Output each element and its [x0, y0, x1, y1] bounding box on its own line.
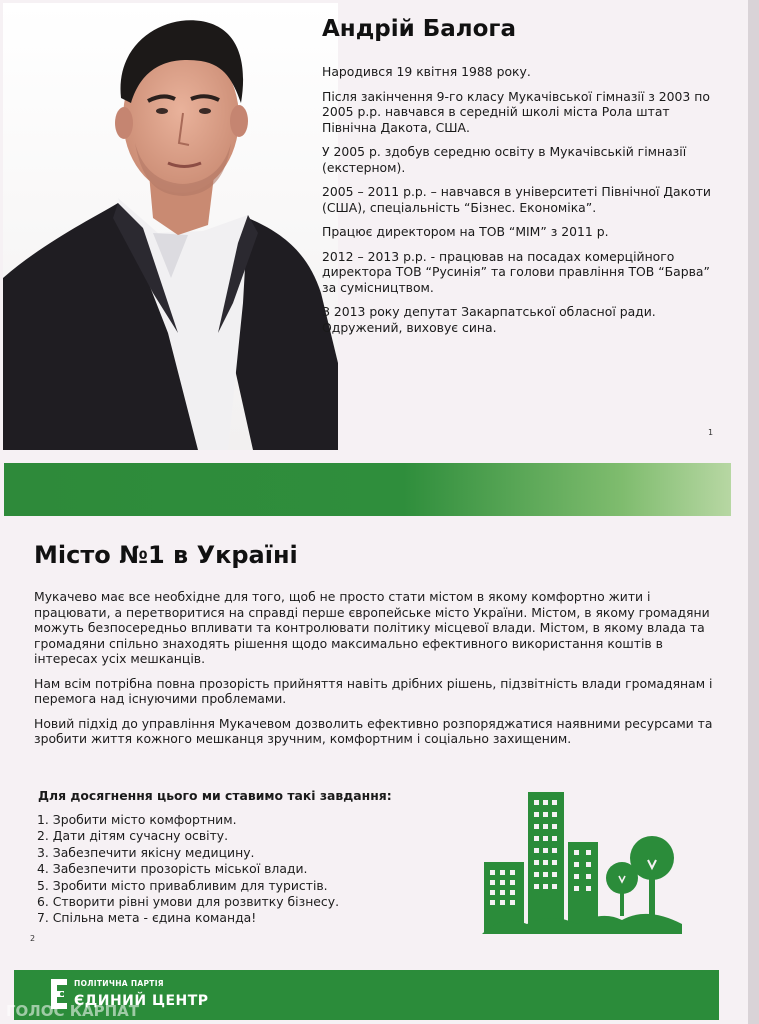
bio-paragraph: Народився 19 квітня 1988 року. [322, 64, 531, 79]
body-paragraph: Нам всім потрібна повна прозорість прийняття навіть дрібних рішень, підзвітність влади громадянам і перемога над існуючими проблемами. [34, 675, 713, 706]
list-item: 3. Забезпечити якісну медицину. [37, 844, 255, 860]
body-paragraph: Мукачево має все необхідне для того, щоб не просто стати містом в якому комфортно жити і працювати, а перетворитися на справді перше європейське місто України. Містом, в якому громадяни можуть безпосередньо впливати та контролювати політику місцевої влади. Містом, в якому влада та громадяни спільно знаходять рішення щодо максимально ефективного використання коштів в інтересах усіх мешканців. [34, 589, 710, 666]
portrait-illustration [3, 3, 338, 450]
bio-paragraph: 2012 – 2013 р.р. - працював на посадах комерційного директора ТОВ “Русинія” та голови правління ТОВ “Барва” за сумісництвом. [322, 248, 710, 295]
page-number: 1 [708, 428, 714, 437]
list-item: 1. Зробити місто комфортним. [37, 812, 237, 827]
list-item: 7. Спільна мета - єдина команда! [37, 910, 257, 926]
list-item: 2. Дати дітям сучасну освіту. [37, 828, 229, 844]
bio-paragraph: У 2005 р. здобув середню освіту в Мукачівській гімназії (екстерном). [322, 144, 687, 175]
party-label: ПОЛІТИЧНА ПАРТІЯ [74, 979, 164, 988]
city-buildings-icon [482, 786, 682, 934]
portrait-photo [3, 3, 338, 450]
body-paragraph: Новий підхід до управління Мукачевом дозволить ефективно розпоряджатися наявними ресурсами та зробити життя кожного мешканця зручним, комфортним і соціально захищеним. [34, 715, 713, 746]
section-title: Місто №1 в Україні [34, 541, 298, 569]
watermark: ГОЛОС КАРПАТ [6, 1002, 140, 1020]
person-name: Андрій Балога [322, 16, 516, 42]
biography [322, 16, 722, 344]
list-item: 6. Створити рівні умови для розвитку бізнесу. [37, 894, 340, 910]
bio-paragraph: Після закінчення 9-го класу Мукачівської гімназії з 2003 по 2005 р.р. навчався в середній школі міста Рола штат Північна Дакота, США. [322, 88, 710, 135]
page-number: 2 [30, 934, 36, 943]
list-item: 5. Зробити місто привабливим для туристів. [37, 877, 328, 893]
page-edge [748, 0, 759, 1024]
tasks-list [37, 812, 339, 927]
list-item: 4. Забезпечити прозорість міської влади. [37, 861, 308, 877]
green-divider-band [4, 463, 731, 516]
section-body [34, 589, 719, 756]
bio-paragraph: 2005 – 2011 р.р. – навчався в університеті Північної Дакоти (США), спеціальність “Бізнес. Економіка”. [322, 184, 711, 215]
party-name: ЄДИНИЙ ЦЕНТР [74, 993, 209, 1009]
bio-paragraph: Працює директором на ТОВ “МІМ” з 2011 р. [322, 224, 609, 239]
bio-paragraph: З 2013 року депутат Закарпатської обласної ради. Одружений, виховує сина. [322, 304, 656, 335]
tasks-heading: Для досягнення цього ми ставимо такі завдання: [38, 788, 392, 803]
